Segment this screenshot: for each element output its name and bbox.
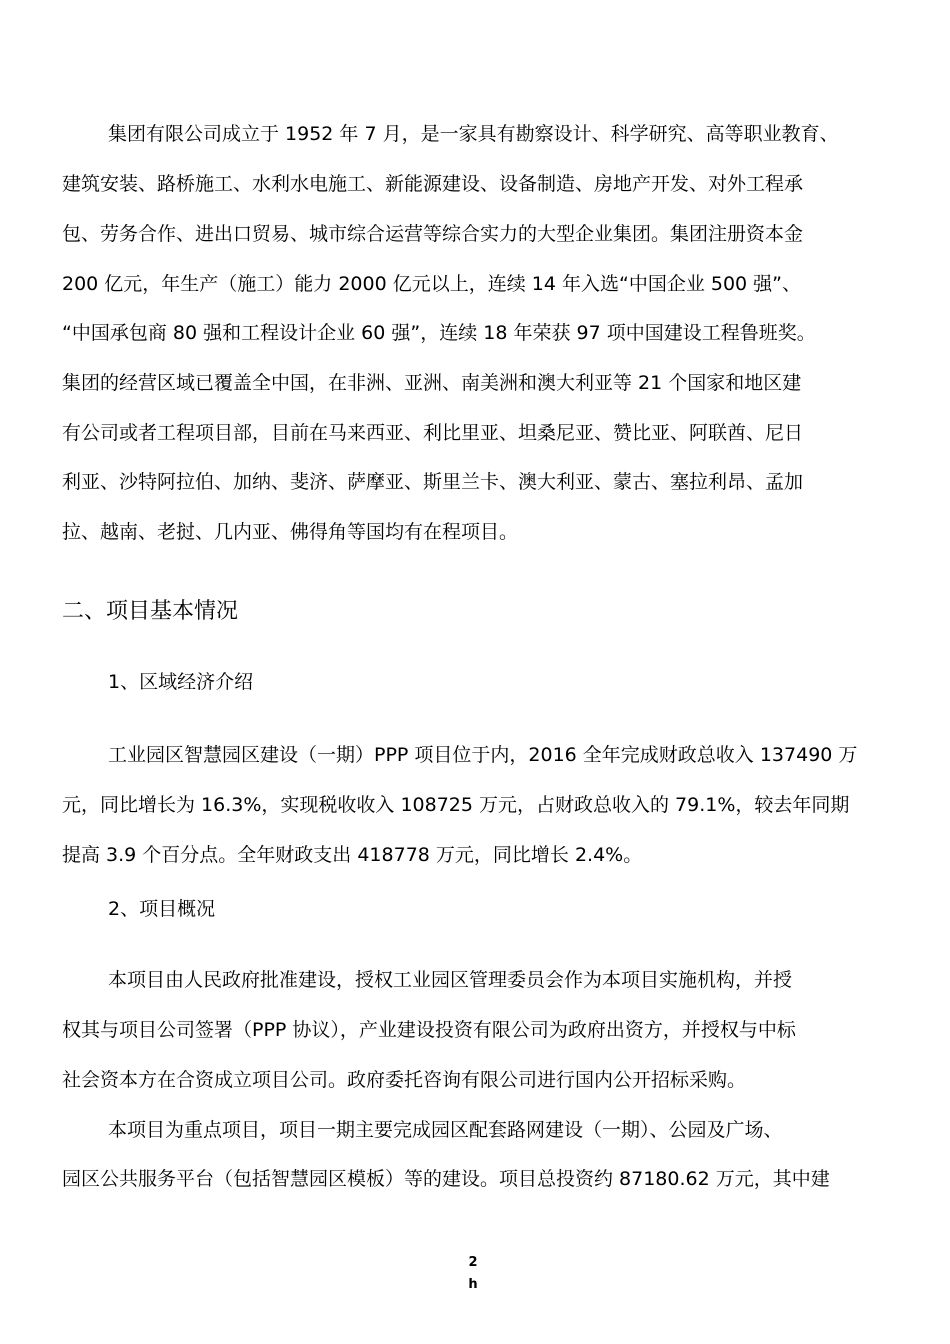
text-line: 本项目为重点项目，项目一期主要完成园区配套路网建设（一期）、公园及广场、 (108, 1119, 783, 1141)
text-line: 提高 3.9 个百分点。全年财政支出 418778 万元，同比增长 2.4%。 (62, 844, 643, 866)
text-line: 本项目由人民政府批准建设，授权工业园区管理委员会作为本项目实施机构，并授 (108, 969, 793, 991)
subsection-heading-2: 2、项目概况 (108, 898, 216, 920)
page-number-suffix: h (468, 1277, 478, 1292)
text-line: 包、劳务合作、进出口贸易、城市综合运营等综合实力的大型企业集团。集团注册资本金 (62, 223, 804, 245)
text-line: 工业园区智慧园区建设（一期）PPP 项目位于内，2016 全年完成财政总收入 137490 万 (108, 744, 858, 766)
text-line: 有公司或者工程项目部，目前在马来西亚、利比里亚、坦桑尼亚、赞比亚、阿联酋、尼日 (62, 422, 804, 444)
text-line: 拉、越南、老挝、几内亚、佛得角等国均有在程项目。 (62, 521, 519, 543)
text-line: 200 亿元，年生产（施工）能力 2000 亿元以上，连续 14 年入选“中国企业 500 强”、 (62, 273, 802, 295)
text-line: 权其与项目公司签署（PPP 协议），产业建设投资有限公司为政府出资方，并授权与中标 (62, 1019, 796, 1041)
text-line: “中国承包商 80 强和工程设计企业 60 强”，连续 18 年荣获 97 项中国建设工程鲁班奖。 (62, 322, 816, 344)
text-line: 元，同比增长为 16.3%，实现税收收入 108725 万元，占财政总收入的 79.1%，较去年同期 (62, 794, 850, 816)
text-line: 集团有限公司成立于 1952 年 7 月，是一家具有勘察设计、科学研究、高等职业教育、 (108, 123, 839, 145)
text-line: 社会资本方在合资成立项目公司。政府委托咨询有限公司进行国内公开招标采购。 (62, 1069, 747, 1091)
section-heading: 二、项目基本情况 (62, 599, 239, 624)
text-line: 集团的经营区域已覆盖全中国，在非洲、亚洲、南美洲和澳大利亚等 21 个国家和地区建 (62, 372, 802, 394)
text-line: 建筑安装、路桥施工、水利水电施工、新能源建设、设备制造、房地产开发、对外工程承 (62, 173, 804, 195)
text-line: 利亚、沙特阿拉伯、加纳、斐济、萨摩亚、斯里兰卡、澳大利亚、蒙古、塞拉利昂、孟加 (62, 471, 804, 493)
text-line: 园区公共服务平台（包括智慧园区模板）等的建设。项目总投资约 87180.62 万元，其中建 (62, 1168, 830, 1190)
subsection-heading-1: 1、区域经济介绍 (108, 671, 254, 693)
page-number-digit: 2 (468, 1255, 478, 1270)
